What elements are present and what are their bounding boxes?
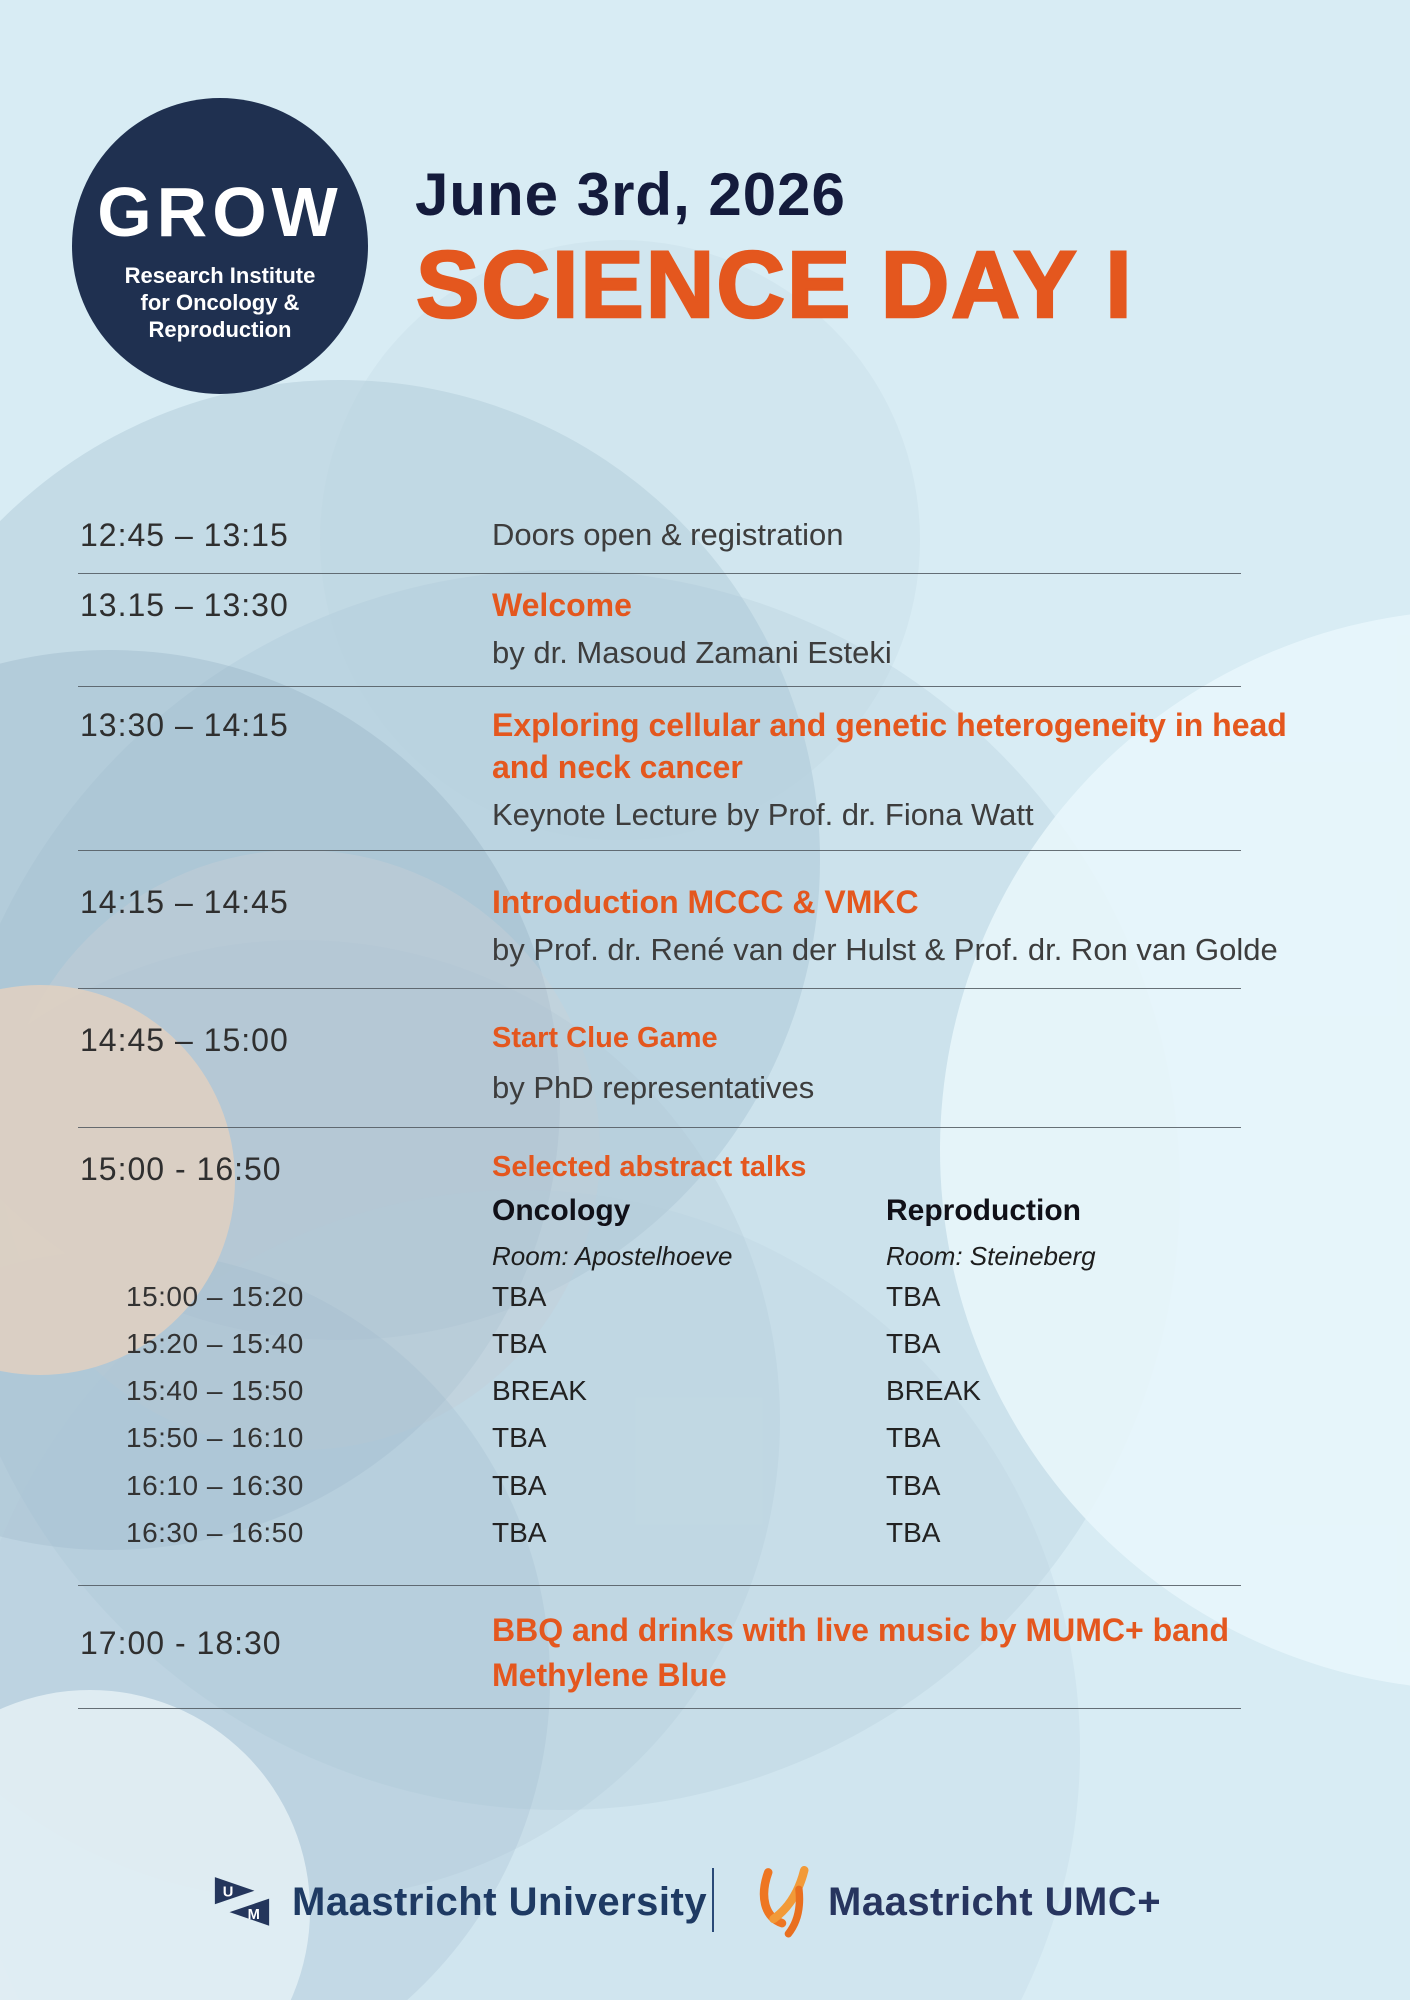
svg-text:U: U xyxy=(222,1884,234,1901)
maastricht-umc-label: Maastricht UMC+ xyxy=(828,1880,1162,1924)
track-oncology-room: Room: Apostelhoeve xyxy=(492,1241,733,1271)
grow-logo-acronym: GROW xyxy=(97,172,343,251)
abstract-slot-time: 15:50 – 16:10 xyxy=(126,1422,304,1453)
reproduction-talk: TBA xyxy=(886,1281,941,1312)
divider xyxy=(78,1127,1241,1128)
oncology-talk: TBA xyxy=(492,1470,547,1501)
grow-logo-line1: Research Institute xyxy=(124,262,316,288)
divider xyxy=(78,988,1241,989)
slot-time: 14:45 – 15:00 xyxy=(80,1022,289,1058)
oncology-talk: BREAK xyxy=(492,1375,587,1406)
maastricht-university-label: Maastricht University xyxy=(292,1880,708,1924)
abstract-slot-time: 15:40 – 15:50 xyxy=(126,1375,304,1406)
slot-time: 13.15 – 13:30 xyxy=(80,587,289,623)
grow-institute-logo xyxy=(72,98,368,394)
abstract-session-title: Selected abstract talks xyxy=(492,1151,807,1183)
grow-logo-line3: Reproduction xyxy=(148,316,292,342)
reproduction-talk: BREAK xyxy=(886,1375,981,1406)
abstract-slot-time: 16:10 – 16:30 xyxy=(126,1470,304,1501)
grow-logo-subtitle xyxy=(125,262,316,343)
footer xyxy=(0,1862,1410,1952)
slot-title: Start Clue Game xyxy=(492,1022,718,1054)
slot-title: Doors open & registration xyxy=(492,517,844,552)
divider xyxy=(78,686,1241,687)
slot-time: 13:30 – 14:15 xyxy=(80,707,289,743)
reproduction-talk: TBA xyxy=(886,1422,941,1453)
abstract-slot-time: 16:30 – 16:50 xyxy=(126,1517,304,1548)
maastricht-umc-icon xyxy=(750,1866,814,1943)
slot-speaker: Keynote Lecture by Prof. dr. Fiona Watt xyxy=(492,797,1034,832)
slot-speaker: by Prof. dr. René van der Hulst & Prof. dr. Ron van Golde xyxy=(492,932,1278,967)
slot-time: 17:00 - 18:30 xyxy=(80,1625,282,1661)
divider xyxy=(78,850,1241,851)
divider xyxy=(78,1585,1241,1586)
track-reproduction-header: Reproduction xyxy=(886,1194,1081,1227)
slot-title: Introduction MCCC & VMKC xyxy=(492,884,919,920)
reproduction-talk: TBA xyxy=(886,1328,941,1359)
slot-time: 14:15 – 14:45 xyxy=(80,884,289,920)
track-reproduction-room: Room: Steineberg xyxy=(886,1241,1096,1271)
slot-title: BBQ and drinks with live music by MUMC+ band Methylene Blue xyxy=(492,1612,1229,1693)
abstract-slot-time: 15:20 – 15:40 xyxy=(126,1328,304,1359)
footer-divider xyxy=(712,1868,714,1932)
oncology-talk: TBA xyxy=(492,1328,547,1359)
slot-title: Welcome xyxy=(492,587,632,623)
divider xyxy=(78,1708,1241,1709)
divider xyxy=(78,573,1241,574)
grow-logo-line2: for Oncology & xyxy=(140,289,300,315)
maastricht-university-icon xyxy=(213,1876,271,1933)
reproduction-talk: TBA xyxy=(886,1517,941,1548)
reproduction-talk: TBA xyxy=(886,1470,941,1501)
slot-title: Exploring cellular and genetic heterogeneity in head and neck cancer xyxy=(492,707,1287,785)
event-date: June 3rd, 2026 xyxy=(415,161,846,228)
slot-time: 15:00 - 16:50 xyxy=(80,1151,282,1187)
slot-speaker: by PhD representatives xyxy=(492,1070,815,1105)
abstract-slot-time: 15:00 – 15:20 xyxy=(126,1281,304,1312)
track-oncology-header: Oncology xyxy=(492,1194,631,1227)
oncology-talk: TBA xyxy=(492,1422,547,1453)
oncology-talk: TBA xyxy=(492,1517,547,1548)
svg-text:M: M xyxy=(247,1906,260,1923)
slot-speaker: by dr. Masoud Zamani Esteki xyxy=(492,635,892,670)
page-title: SCIENCE DAY I xyxy=(416,232,1134,338)
slot-time: 12:45 – 13:15 xyxy=(80,517,289,553)
oncology-talk: TBA xyxy=(492,1281,547,1312)
